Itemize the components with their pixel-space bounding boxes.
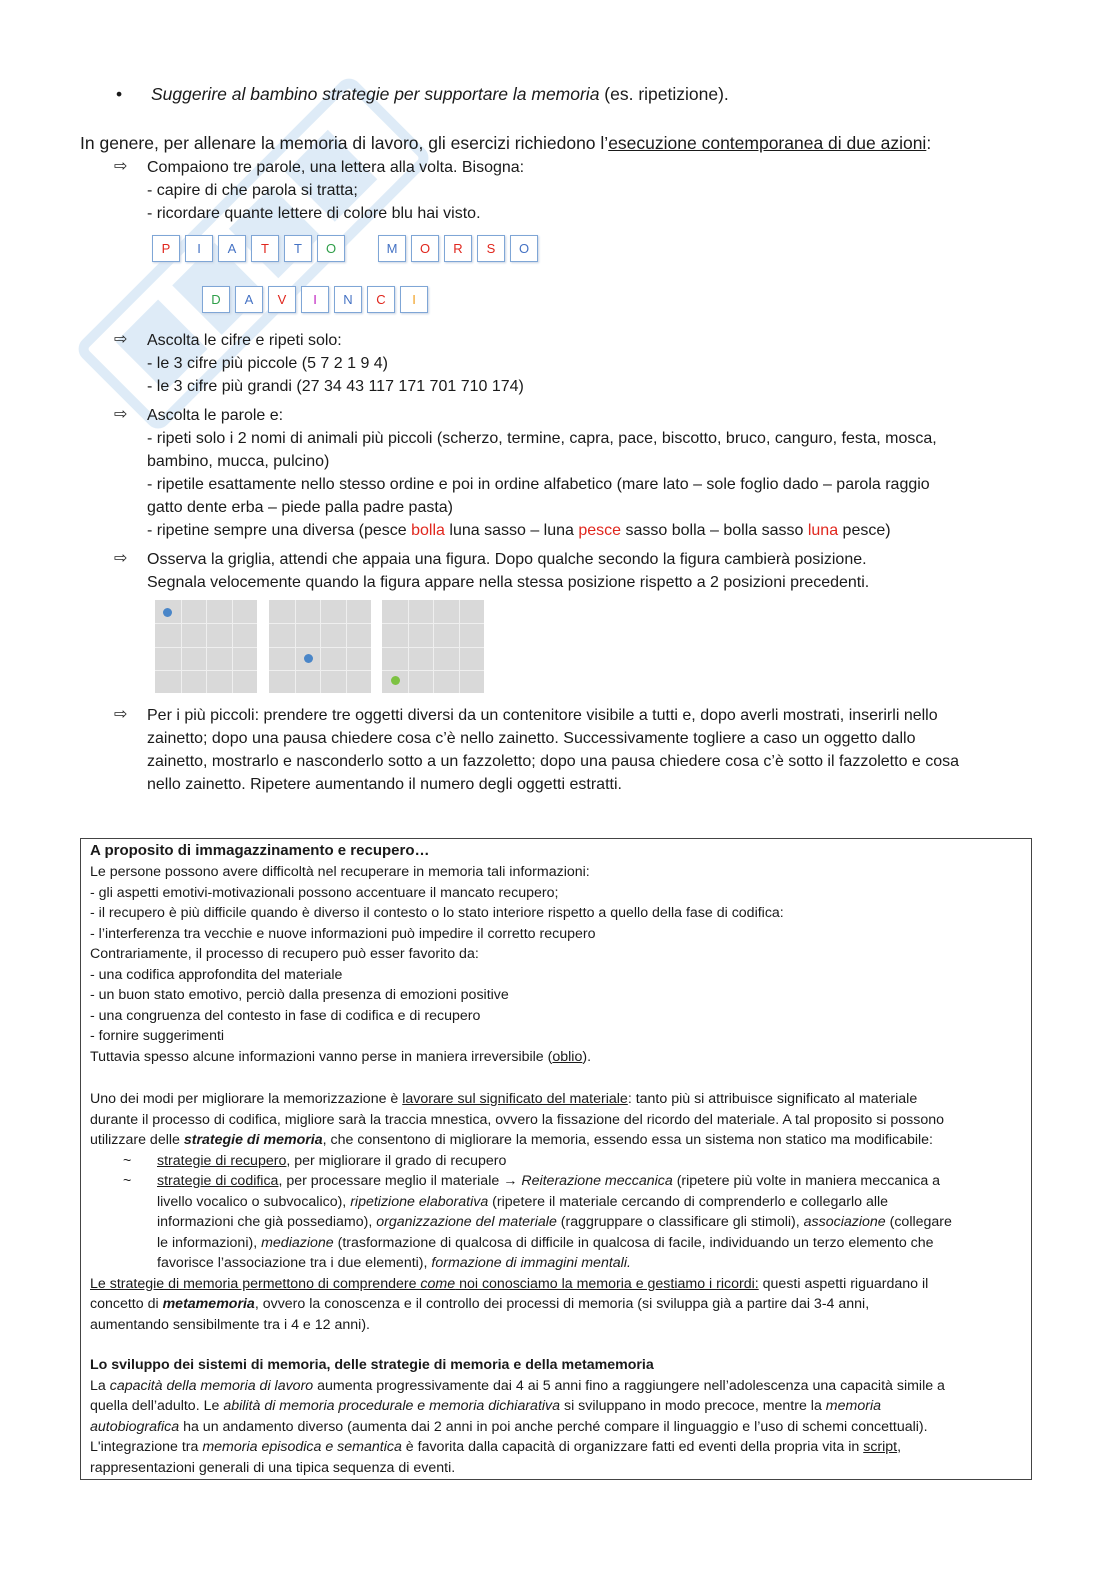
box-italic: associazione — [803, 1214, 886, 1230]
strategy-item — [90, 1171, 1020, 1274]
box-underlined: lavorare sul significato del materiale — [402, 1091, 628, 1107]
bullet-italic: Suggerire al bambino strategie per supportare la memoria — [151, 84, 600, 104]
letter-tile: O — [317, 235, 345, 262]
letter-tile: T — [284, 235, 312, 262]
box-text: ). — [582, 1048, 592, 1065]
letter-tile: D — [202, 286, 230, 313]
box-italic: mediazione — [261, 1234, 334, 1251]
box-line: Contrariamente, il processo di recupero può esser favorito da: — [90, 946, 479, 962]
intro-paragraph — [80, 131, 1080, 155]
box-italic: autobiografica — [90, 1418, 180, 1435]
box-text: : tanto più si attribuisce significato al materiale — [627, 1091, 918, 1107]
box-line: - una codifica approfondita del materiale — [90, 966, 343, 983]
box-text: utilizzare delle — [90, 1132, 184, 1148]
ex5-line: zainetto, mostrarlo e nasconderlo sotto a un fazzoletto; dopo una pausa chiedere cosa c’è sotto il fazzoletto e cosa — [147, 753, 960, 770]
box-underlined: strategie di codifica — [157, 1173, 279, 1189]
grid-dot — [163, 608, 172, 617]
box-line: - un buon stato emotivo, perciò dalla presenza di emozioni positive — [90, 987, 509, 1003]
box-line: - fornire suggerimenti — [90, 1028, 225, 1044]
box-italic: memoria — [825, 1398, 881, 1414]
letter-tile: I — [301, 286, 329, 313]
ex3-text: sasso bolla – bolla sasso — [621, 522, 808, 539]
ex4-line: Osserva la griglia, attendi che appaia una figura. Dopo qualche secondo la figura cambierà posizione. — [147, 551, 867, 568]
ex3-line: gatto dente erba – piede palla padre pasta) — [147, 499, 454, 516]
box-text: La — [90, 1377, 110, 1394]
box-text: , ovvero la conoscenza e il controllo dei processi di memoria (si sviluppa già a partire dai 3-4 anni, — [254, 1296, 870, 1312]
box-text: quella dell’adulto. Le — [90, 1398, 224, 1414]
ex5-line: Per i più piccoli: prendere tre oggetti diversi da un contenitore visibile a tutti e, dopo averli mostrati, inserirli nello — [147, 707, 938, 724]
intro-end: : — [926, 133, 932, 153]
letter-tile: I — [185, 235, 213, 262]
ex2-line: Ascolta le cifre e ripeti solo: — [147, 332, 342, 349]
arrow-icon: ⇨ — [114, 331, 128, 348]
box-text: le informazioni), — [157, 1234, 262, 1251]
grid-line — [459, 600, 460, 693]
letter-tile: R — [444, 235, 472, 262]
box-line: aumentando sensibilmente tra i 4 e 12 anni). — [90, 1316, 370, 1333]
box-line — [90, 1089, 1020, 1110]
box-underlined-italic: come — [420, 1275, 456, 1292]
box-line — [90, 1047, 1020, 1068]
box-text: , che consentono di migliorare la memoria, essendo essa un sistema non statico ma modificabile: — [322, 1132, 933, 1148]
box-italic: abilità di memoria procedurale e memoria dichiarativa — [223, 1398, 561, 1414]
box-text: Uno dei modi per migliorare la memorizzazione è — [90, 1091, 403, 1107]
grid-line — [382, 647, 484, 648]
grid-figure — [269, 600, 371, 693]
strategy-item — [90, 1151, 1020, 1172]
box-underlined: script — [863, 1439, 898, 1455]
box-underlined: Le strategie di memoria permettono di comprendere — [90, 1275, 421, 1292]
ex1-line: Compaiono tre parole, una lettera alla volta. Bisogna: — [147, 159, 525, 176]
box-line — [90, 1417, 1020, 1438]
box-line: - il recupero è più difficile quando è diverso il contesto o lo stato interiore rispetto a quello della fase di codifica: — [90, 905, 784, 921]
grid-line — [232, 600, 233, 693]
exercise-2 — [147, 329, 1027, 398]
letter-tile: O — [510, 235, 538, 262]
box-line — [90, 1274, 1020, 1295]
ex1-line: - ricordare quante lettere di colore blu hai visto. — [147, 205, 481, 222]
box-text: livello vocalico o subvocalico), — [157, 1193, 351, 1210]
box-line — [90, 1130, 1020, 1151]
box-line: - l’interferenza tra vecchie e nuove informazioni può impedire il corretto recupero — [90, 925, 596, 942]
grid-dot — [391, 676, 400, 685]
letter-tile: O — [411, 235, 439, 262]
exercise-1 — [147, 156, 1027, 225]
box-italic: memoria episodica e semantica — [202, 1439, 402, 1455]
box-text: (ripetere più volte in maniera meccanica a — [672, 1173, 941, 1189]
box-line — [90, 1294, 1020, 1315]
box-text: , — [897, 1439, 902, 1455]
letter-tile: S — [477, 235, 505, 262]
box-text: , per processare meglio il materiale — [278, 1173, 504, 1189]
box-subtitle: Lo sviluppo dei sistemi di memoria, delle strategie di memoria e della metamemoria — [90, 1357, 654, 1373]
box-text: per migliorare il grado di recupero — [290, 1152, 507, 1169]
ex2-line: - le 3 cifre più piccole (5 7 2 1 9 4) — [147, 355, 389, 372]
box-text: concetto di — [90, 1296, 163, 1312]
grid-line — [346, 600, 347, 693]
box-line: - gli aspetti emotivi-motivazionali possono accentuare il mancato recupero; — [90, 884, 559, 901]
box-italic: Reiterazione meccanica — [521, 1173, 673, 1189]
box-text: Tuttavia spesso alcune informazioni vanno perse in maniera irreversibile ( — [90, 1048, 553, 1065]
box-text: ha un andamento diverso (aumenta dai 2 anni in poi anche perché compare il linguaggio e l’uso di schemi concettuali). — [179, 1418, 928, 1435]
ex3-red-word: luna — [807, 522, 839, 539]
box-line: durante il processo di codifica, migliore sarà la traccia mnestica, ovvero la fissazione del ricordo del materiale. A tal proposito si possono — [90, 1111, 945, 1128]
grid-line — [269, 670, 371, 671]
ex3-red-word: bolla — [411, 522, 445, 539]
letter-tile: A — [235, 286, 263, 313]
box-underlined: noi conosciamo la memoria e gestiamo i ricordi: — [455, 1275, 759, 1292]
intro-underlined: esecuzione contemporanea di due azioni — [608, 133, 927, 153]
ex3-text: luna sasso – luna — [444, 522, 579, 539]
ex3-line-colored — [147, 519, 1027, 542]
box-text: L'integrazione tra — [90, 1439, 203, 1455]
box-title: A proposito di immagazzinamento e recupero… — [90, 842, 430, 859]
box-bold-italic: metamemoria — [162, 1296, 255, 1312]
box-text: è favorita dalla capacità di organizzare fatti ed eventi della propria vita in — [401, 1439, 864, 1455]
ex4-line: Segnala velocemente quando la figura appare nella stessa posizione rispetto a 2 posizioni precedenti. — [147, 574, 870, 591]
box-bold-italic: strategie di memoria — [183, 1132, 323, 1148]
grid-line — [155, 647, 257, 648]
letter-tile: M — [378, 235, 406, 262]
box-text: informazioni che già possediamo), — [157, 1214, 377, 1230]
tilde-icon: ~ — [123, 1173, 132, 1189]
bullet-rest: (es. ripetizione). — [599, 84, 729, 104]
tilde-icon: ~ — [123, 1152, 132, 1169]
intro-text: In genere, per allenare la memoria di lavoro, gli esercizi richiedono l’ — [80, 133, 609, 153]
grid-figure — [155, 600, 257, 693]
exercise-3 — [147, 404, 1027, 542]
ex5-line: zainetto; dopo una pausa chiedere cosa c’è nello zainetto. Successivamente togliere a caso un oggetto dallo — [147, 730, 916, 747]
arrow-icon: ⇨ — [114, 158, 128, 175]
box-text: aumenta progressivamente dai 4 ai 5 anni fino a raggiungere nell’adolescenza una capacità simile a — [313, 1377, 945, 1394]
box-text: (raggruppare o classificare gli stimoli), — [556, 1214, 804, 1230]
box-italic: organizzazione del materiale — [376, 1214, 557, 1230]
arrow-icon: ⇨ — [114, 406, 128, 423]
letter-tile: T — [251, 235, 279, 262]
letter-tile: C — [367, 286, 395, 313]
exercise-4 — [147, 548, 1027, 594]
box-line — [90, 1437, 1020, 1458]
oblio-term: oblio — [552, 1048, 583, 1065]
bullet-line — [151, 82, 729, 106]
ex5-line: nello zainetto. Ripetere aumentando il numero degli oggetti estratti. — [147, 776, 622, 793]
box-text: (collegare — [885, 1214, 952, 1230]
box-line: rappresentazioni generali di una tipica sequenza di eventi. — [90, 1459, 456, 1476]
ex2-line: - le 3 cifre più grandi (27 34 43 117 171 701 710 174) — [147, 378, 524, 395]
ex3-line: Ascolta le parole e: — [147, 407, 284, 424]
arrow-icon: ⇨ — [114, 550, 128, 567]
arrow-icon: ⇨ — [114, 706, 128, 723]
box-line: - una congruenza del contesto in fase di codifica e di recupero — [90, 1007, 481, 1024]
box-line: Le persone possono avere difficoltà nel recuperare in memoria tali informazioni: — [90, 864, 590, 880]
ex3-text: pesce) — [838, 522, 891, 539]
right-arrow-icon: → — [503, 1173, 518, 1189]
ex3-line: - ripeti solo i 2 nomi di animali più piccoli (scherzo, termine, capra, pace, biscotto, bruco, canguro, festa, mosca, — [147, 430, 937, 447]
letter-tile: P — [152, 235, 180, 262]
info-box-content — [90, 840, 1020, 1478]
box-line — [90, 1376, 1020, 1397]
box-text: si sviluppano in modo precoce, mentre la — [560, 1398, 826, 1414]
ex3-line: - ripetile esattamente nello stesso ordine e poi in ordine alfabetico (mare lato – sole foglio dado – parola raggio — [147, 476, 930, 493]
box-text: questi aspetti riguardano il — [758, 1275, 929, 1292]
box-text: (trasformazione di qualcosa di difficile in qualcosa di facile, individuando un terzo elemento che — [333, 1234, 934, 1251]
bullet-icon: • — [116, 84, 123, 104]
exercise-5 — [147, 704, 1027, 796]
box-italic: capacità della memoria di lavoro — [109, 1377, 314, 1394]
letter-tile: V — [268, 286, 296, 313]
box-italic: formazione di immagini mentali. — [431, 1255, 631, 1271]
grid-line — [382, 670, 484, 671]
box-underlined: strategie di recupero, — [157, 1152, 291, 1169]
ex1-line: - capire di che parola si tratta; — [147, 182, 358, 199]
grid-line — [155, 670, 257, 671]
box-text: (ripetere il materiale cercando di comprenderlo e collegarlo alle — [488, 1193, 889, 1210]
letter-tile: N — [334, 286, 362, 313]
letter-tile: I — [400, 286, 428, 313]
grid-line — [269, 647, 371, 648]
ex3-line: bambino, mucca, pulcino) — [147, 453, 330, 470]
letter-tile: A — [218, 235, 246, 262]
box-line — [90, 1396, 1020, 1417]
box-text: favorisce l’associazione tra i due elementi), — [157, 1255, 432, 1271]
ex3-text: - ripetine sempre una diversa (pesce — [147, 522, 412, 539]
ex3-red-word: pesce — [578, 522, 622, 539]
grid-figure — [382, 600, 484, 693]
grid-dot — [304, 654, 313, 663]
box-italic: ripetizione elaborativa — [350, 1193, 489, 1210]
